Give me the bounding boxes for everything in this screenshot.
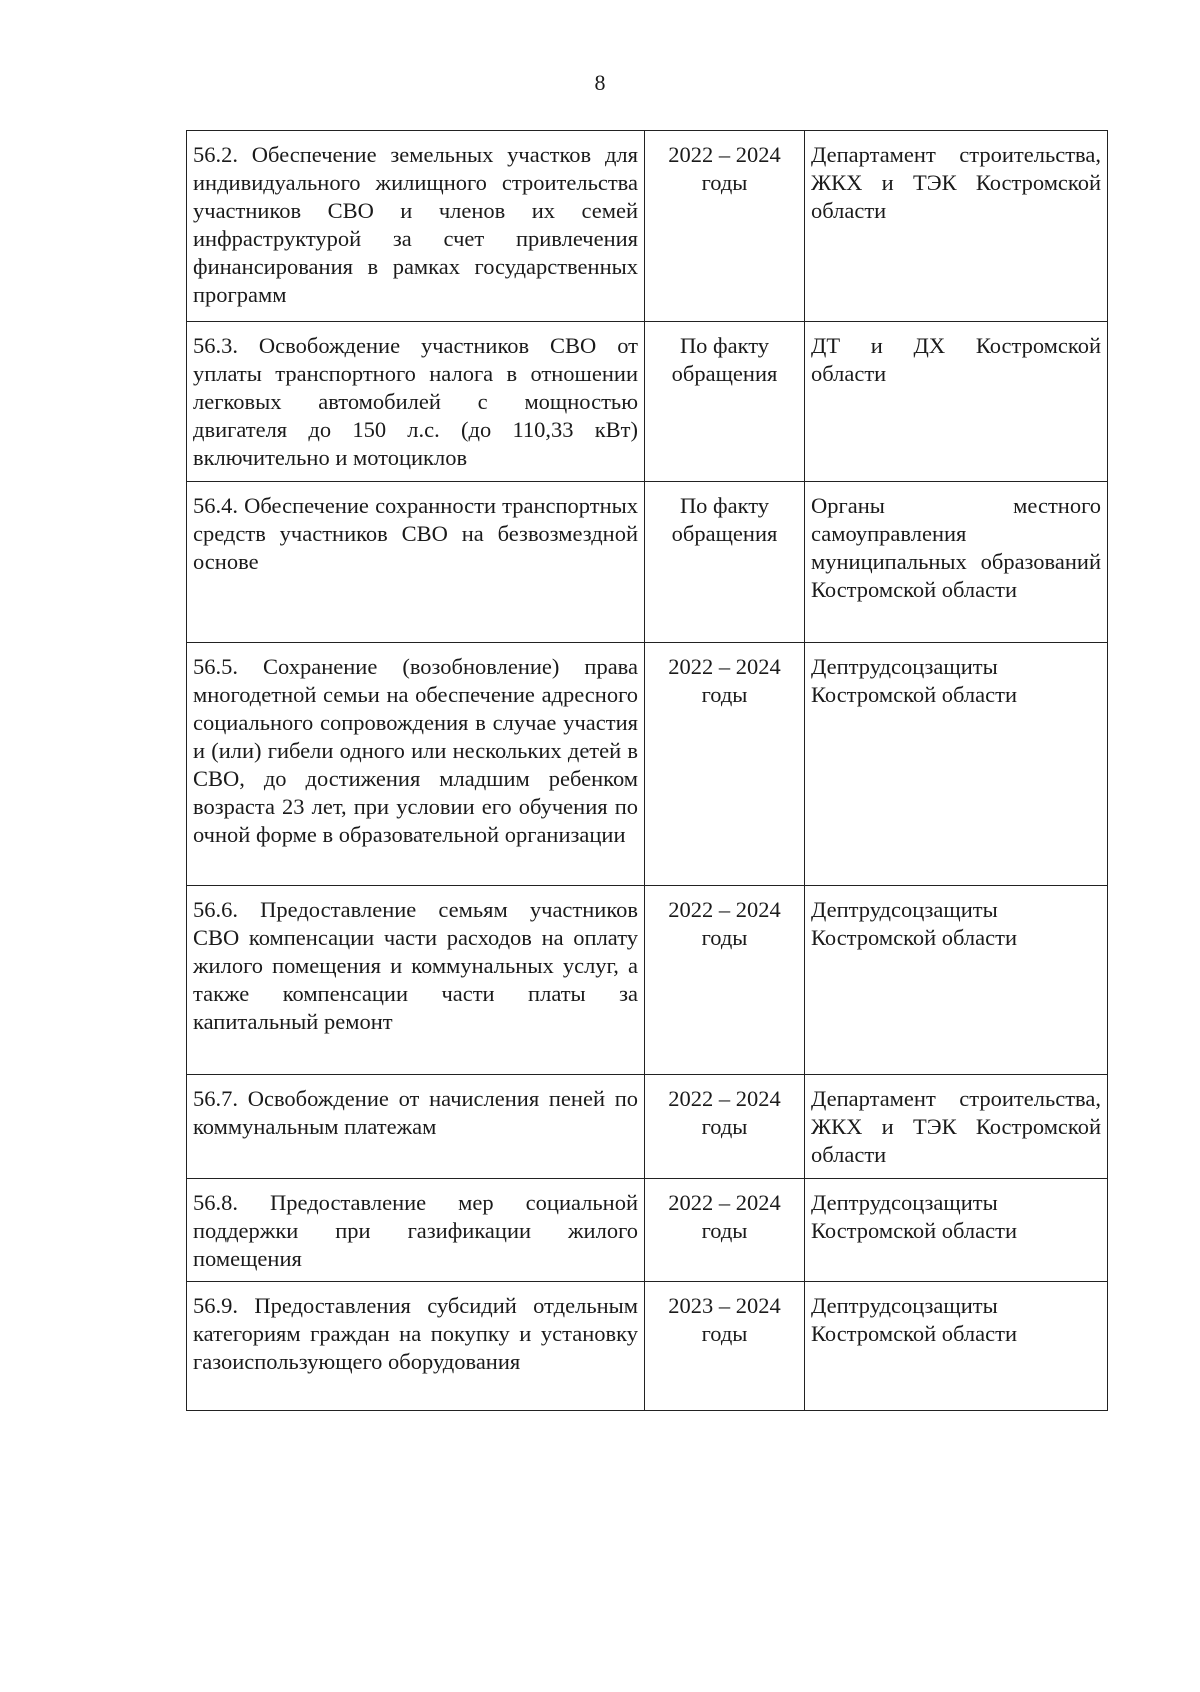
- measure-cell: 56.5. Сохранение (возобновление) права многодетной семьи на обеспечение адресного социального сопровождения в случае участия и (или) гибели одного или нескольких детей в СВО, до достижения младшим ребенком возраста 23 лет, при условии его обучения по очной форме в образовательной организации: [187, 643, 645, 886]
- table-row: [187, 643, 1108, 886]
- measures-table: [186, 130, 1108, 1411]
- period-years: По факту: [679, 493, 770, 518]
- period-unit: годы: [701, 1114, 748, 1139]
- measure-cell: 56.3. Освобождение участников СВО от уплаты транспортного налога в отношении легковых автомобилей с мощностью двигателя до 150 л.с. (до 110,33 кВт) включительно и мотоциклов: [187, 322, 645, 482]
- table-row: [187, 1179, 1108, 1282]
- measure-cell: 56.6. Предоставление семьям участников СВО компенсации части расходов на оплату жилого помещения и коммунальных услуг, а также компенсации части платы за капитальный ремонт: [187, 886, 645, 1075]
- period-cell: [645, 1282, 805, 1411]
- period-cell: [645, 1075, 805, 1179]
- responsible-cell: Органы местного самоуправления муниципальных образований Костромской области: [805, 482, 1108, 643]
- measure-cell: 56.2. Обеспечение земельных участков для индивидуального жилищного строительства участников СВО и членов их семей инфраструктурой за счет привлечения финансирования в рамках государственных программ: [187, 131, 645, 322]
- table-row: [187, 886, 1108, 1075]
- period-unit: обращения: [671, 361, 778, 386]
- period-unit: годы: [701, 925, 748, 950]
- responsible-cell: Дептрудсоцзащиты Костромской области: [805, 1282, 1108, 1411]
- table-row: [187, 1075, 1108, 1179]
- period-years: 2023 – 2024: [668, 1293, 781, 1318]
- responsible-cell: ДТ и ДХ Костромской области: [805, 322, 1108, 482]
- period-cell: [645, 322, 805, 482]
- responsible-cell: Дептрудсоцзащиты Костромской области: [805, 1179, 1108, 1282]
- period-unit: годы: [701, 170, 748, 195]
- period-cell: [645, 482, 805, 643]
- period-cell: [645, 1179, 805, 1282]
- period-unit: годы: [701, 1321, 748, 1346]
- period-years: 2022 – 2024: [668, 1190, 781, 1215]
- responsible-cell: Дептрудсоцзащиты Костромской области: [805, 643, 1108, 886]
- period-cell: [645, 131, 805, 322]
- responsible-cell: Департамент строительства, ЖКХ и ТЭК Костромской области: [805, 1075, 1108, 1179]
- table-row: [187, 1282, 1108, 1411]
- period-cell: [645, 886, 805, 1075]
- period-unit: годы: [701, 1218, 748, 1243]
- period-unit: обращения: [671, 521, 778, 546]
- period-years: По факту: [679, 333, 770, 358]
- table-row: [187, 131, 1108, 322]
- measure-cell: 56.7. Освобождение от начисления пеней по коммунальным платежам: [187, 1075, 645, 1179]
- period-cell: [645, 643, 805, 886]
- responsible-cell: Дептрудсоцзащиты Костромской области: [805, 886, 1108, 1075]
- responsible-cell: Департамент строительства, ЖКХ и ТЭК Костромской области: [805, 131, 1108, 322]
- period-unit: годы: [701, 682, 748, 707]
- table-row: [187, 482, 1108, 643]
- period-years: 2022 – 2024: [668, 142, 781, 167]
- measure-cell: 56.4. Обеспечение сохранности транспортных средств участников СВО на безвозмездной основе: [187, 482, 645, 643]
- measure-cell: 56.8. Предоставление мер социальной поддержки при газификации жилого помещения: [187, 1179, 645, 1282]
- table-row: [187, 322, 1108, 482]
- period-years: 2022 – 2024: [668, 654, 781, 679]
- page-number: 8: [594, 70, 606, 95]
- period-years: 2022 – 2024: [668, 897, 781, 922]
- period-years: 2022 – 2024: [668, 1086, 781, 1111]
- measure-cell: 56.9. Предоставления субсидий отдельным категориям граждан на покупку и установку газоиспользующего оборудования: [187, 1282, 645, 1411]
